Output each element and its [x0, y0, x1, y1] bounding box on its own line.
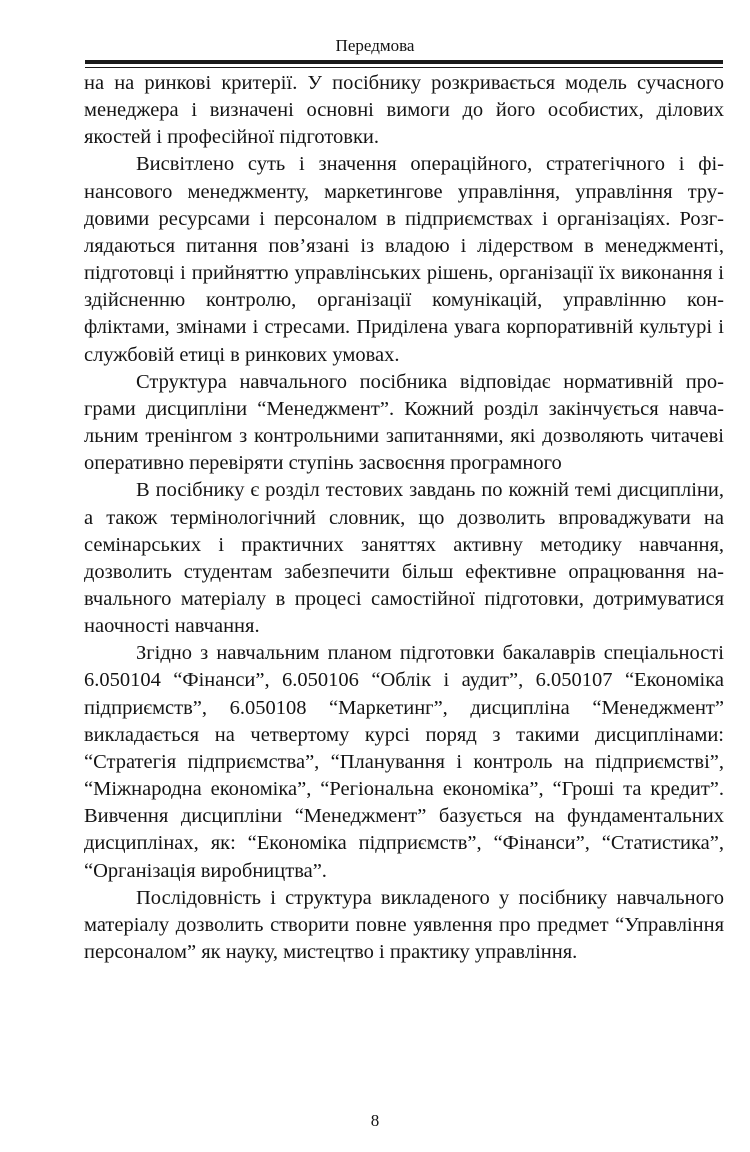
paragraph-structure: Структура навчального посібника відповідає нормативній програми дисципліни “Менеджмент”. Кожний розділ закінчується навчальним тренінгом з контрольними запитаннями, які дозволяють читачеві оперативно перевіряти ступінь засвоєння програмного	[84, 370, 724, 475]
page-number: 8	[370, 1111, 380, 1130]
paragraph-tests-glossary: В посібнику є розділ тестових завдань по кожній темі дисципліни, а також термінологічний словник, що дозволить впроваджувати на семінарських і практичних заняттях активну методику навчання, дозволить студентам забезпечити більш ефективне опрацювання навчального матеріалу в процесі самостійної підготовки, дотримуватися наочності навчання.	[84, 479, 724, 638]
paragraph-management-topics: Висвітлено суть і значення операційного, стратегічного і фінансового менеджменту, маркетингове управління, управління трудовими ресурсами і персоналом в підприємствах і організаціях. Розглядаються питання пов’язані із владою і лідерством в менеджменті, підготовці і прийняттю управлінських рішень, організації їх виконання і здійсненню контролю, організації комунікацій, управлінню конфліктами, змінами і стресами. Приділена увага корпоративній культурі і службовій етиці в ринкових умовах.	[84, 153, 724, 366]
header-rule-thin	[85, 67, 723, 68]
paragraph-conclusion: Послідовність і структура викладеного у посібнику навчального матеріалу дозволить створити повне уявлення про предмет “Управління персоналом” як науку, мистецтво і практику управління.	[84, 886, 724, 963]
header-title: Передмова	[335, 36, 415, 55]
body-text	[84, 70, 724, 966]
paragraph-curriculum: Згідно з навчальним планом підготовки бакалаврів спеціальності 6.050104 “Фінанси”, 6.050106 “Облік і аудит”, 6.050107 “Економіка підприємств”, 6.050108 “Маркетинг”, дисципліна “Менеджмент” викладається на четвертому курсі поряд з такими дисциплінами: “Стратегія підприємства”, “Планування і контроль на підприємстві”, “Міжнародна економіка”, “Регіональна економіка”, “Гроші та кредит”. Вивчення дисципліни “Менеджмент” базується на фундаментальних дисциплінах, як: “Економіка підприємств”, “Фінанси”, “Статистика”, “Організація виробництва”.	[84, 642, 724, 882]
paragraph-continuation: на на ринкові критерії. У посібнику розкривається модель сучасного менеджера і визначені основні вимоги до його особистих, ділових якостей і професійної підготовки.	[84, 72, 724, 149]
header-rule-thick	[85, 60, 723, 64]
